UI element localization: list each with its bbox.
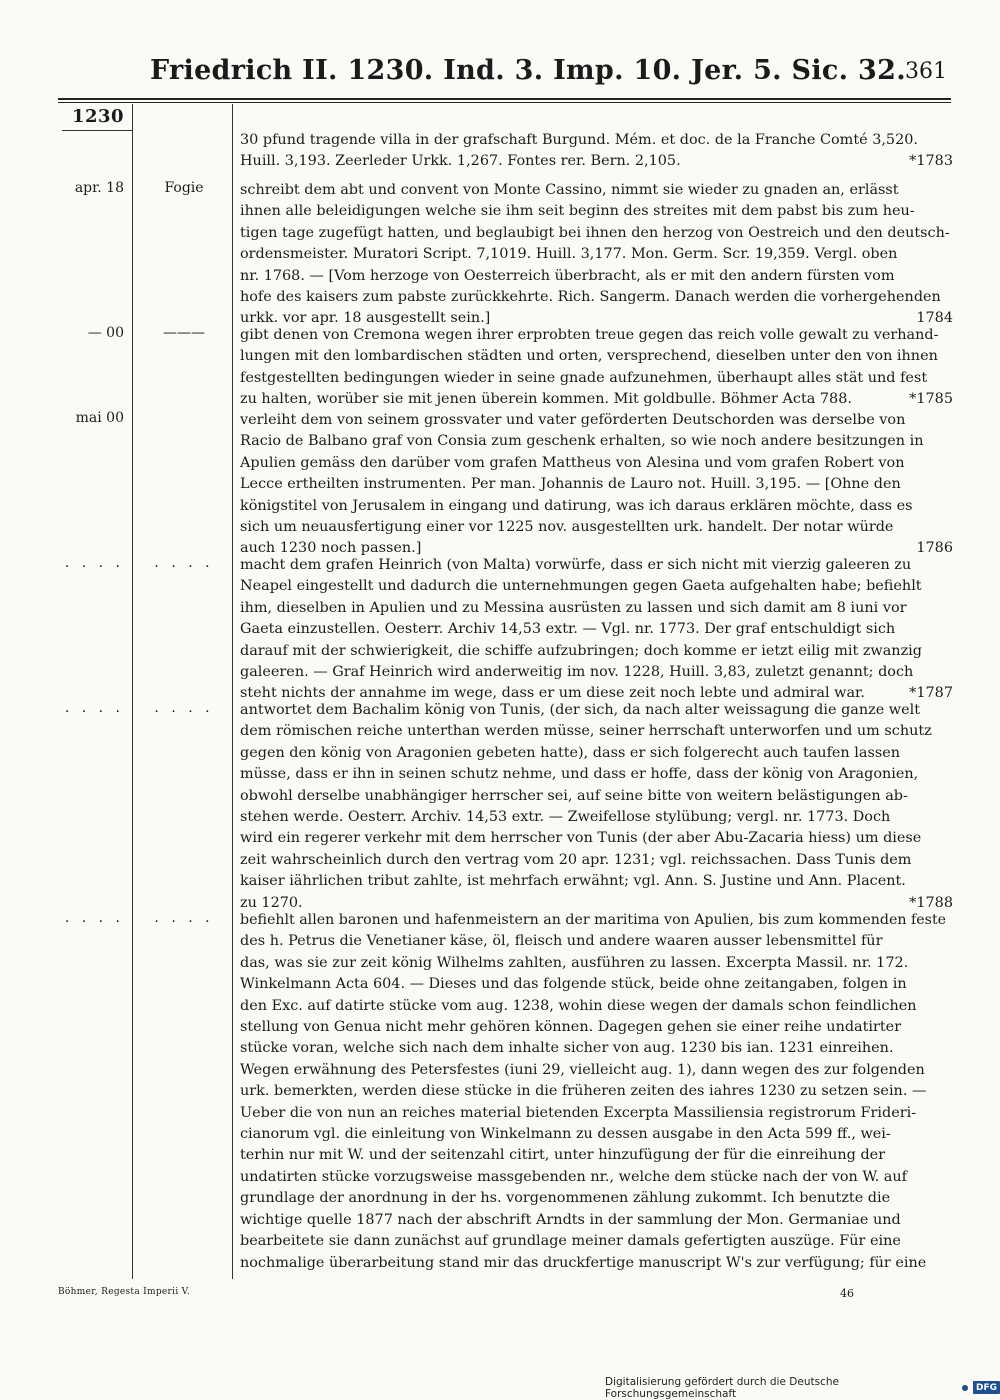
- text-line: terhin nur mit W. und der seitenzahl citirt, unter hinzufügung der für die einreihung der: [240, 1147, 886, 1164]
- digitization-text: Digitalisierung gefördert durch die Deutsche Forschungsgemeinschaft: [605, 1375, 839, 1400]
- regest-number: *1787: [909, 685, 953, 702]
- text-line: wichtige quelle 1877 nach der abschrift Arndts in der sammlung der Mon. Germaniae und: [240, 1211, 901, 1228]
- text-line: gibt denen von Cremona wegen ihrer erprobten treue gegen das reich volle gewalt zu verhand-: [240, 327, 939, 343]
- text-line: Racio de Balbano graf von Consia zum geschenk erhalten, so wie noch andere besitzungen in: [240, 433, 924, 450]
- text-line: des h. Petrus die Venetianer käse, öl, fleisch und andere waaren ausser lebensmittel für: [240, 933, 883, 950]
- text-line: gegen den könig von Aragonien gebeten hatte), dass er sich folgerecht auch taufen lassen: [240, 744, 900, 761]
- text-line: zu halten, worüber sie mit jenen überein kommen. Mit goldbulle. Böhmer Acta 788.: [240, 391, 852, 408]
- text-line: das, was sie zur zeit könig Wilhelms zahlten, ausführen zu lassen. Excerpta Massil. nr. 172.: [240, 954, 909, 971]
- text-line: ordensmeister. Muratori Script. 7,1019. Huill. 3,177. Mon. Germ. Scr. 19,359. Vergl. oben: [240, 246, 898, 263]
- text-line: lungen mit den lombardischen städten und orten, versprechend, dieselben unter den von ihnen: [240, 348, 938, 365]
- entry-text: [240, 910, 953, 1274]
- text-line: königstitel von Jerusalem in eingang und datirung, was ich daraus erklären möchte, dass es: [240, 497, 913, 514]
- entry-text: [240, 130, 953, 173]
- text-line: cianorum vgl. die einleitung von Winkelmann zu dessen ausgabe in den Acta 599 ff., wei-: [240, 1126, 891, 1143]
- text-line: bearbeitete sie dann zunächst auf grundlage meiner damals gefertigten auszüge. Für eine: [240, 1233, 901, 1250]
- text-line: Wegen erwähnung des Petersfestes (iuni 29, vielleicht aug. 1), dann wegen des zur folgenden: [240, 1061, 925, 1078]
- text-line: ihnen alle beleidigungen welche sie ihm seit beginn des streites mit dem pabst bis zum heu-: [240, 203, 915, 220]
- entry-text: [240, 410, 953, 560]
- text-line: kaiser iährlichen tribut zahlte, ist mehrfach erwähnt; vgl. Ann. S. Justine und Ann. Placent.: [240, 873, 906, 890]
- entry-date: . . . .: [64, 555, 124, 571]
- column-divider-place: [232, 104, 233, 1279]
- dfg-logo-icon: DFG: [973, 1381, 1000, 1394]
- header-rule-thin: [58, 102, 951, 103]
- text-line: befiehlt allen baronen und hafenmeistern an der maritima von Apulien, bis zum kommenden feste: [240, 912, 947, 928]
- regest-number: *1788: [909, 894, 953, 911]
- column-divider-date: [132, 104, 133, 1279]
- text-line-last: [240, 151, 953, 172]
- year-label: 1230: [71, 106, 125, 127]
- text-line: stücke voran, welche sich nach dem inhalte sicher von aug. 1230 bis ian. 1231 einreihen.: [240, 1040, 894, 1057]
- text-line: Gaeta einzustellen. Oesterr. Archiv 14,53 extr. — Vgl. nr. 1773. Der graf entschuldigt sich: [240, 621, 896, 638]
- text-line: urkk. vor apr. 18 ausgestellt sein.]: [240, 310, 491, 327]
- entry-text: [240, 325, 953, 411]
- text-line: Apulien gemäss den darüber vom grafen Mattheus von Alesina und vom grafen Robert von: [240, 454, 905, 471]
- text-line: stellung von Genua nicht mehr gehören können. Dagegen gehen sie einer reihe undatirter: [240, 1019, 902, 1036]
- text-line: sich um neuausfertigung einer vor 1225 nov. ausgestellten urk. handelt. Der notar würde: [240, 519, 894, 536]
- regest-number: 1784: [916, 310, 953, 327]
- footer-signature: 46: [840, 1287, 854, 1300]
- text-line: tigen tage zugefügt hatten, und beglaubigt bei ihnen den herzog von Oestreich und den deutsch-: [240, 224, 950, 241]
- text-line: urk. bemerkten, werden diese stücke in die früheren zeiten des iahres 1230 zu setzen sein. —: [240, 1083, 927, 1100]
- text-line: darauf mit der schwierigkeit, die schiffe aufzubringen; doch komme er ietzt eilig mit zwanzig: [240, 642, 922, 659]
- text-line: 30 pfund tragende villa in der grafschaft Burgund. Mém. et doc. de la Franche Comté 3,520.: [240, 132, 918, 148]
- entry-date: — 00: [87, 325, 124, 341]
- entry-place: ———: [163, 325, 205, 341]
- entry-date: . . . .: [64, 700, 124, 716]
- text-line: Neapel eingestellt und dadurch die unternehmungen gegen Gaeta aufgehalten habe; befiehlt: [240, 578, 922, 595]
- entry-date: . . . .: [64, 910, 124, 926]
- entry-place: . . . .: [154, 700, 214, 716]
- header-rule: [58, 98, 951, 100]
- text-line: zu 1270.: [240, 894, 303, 911]
- text-line: Lecce ertheilten instrumenten. Per man. Johannis de Lauro not. Huill. 3,195. — [Ohne den: [240, 476, 901, 493]
- entry-place: . . . .: [154, 910, 214, 926]
- text-line: festgestellten bedingungen wieder in seine gnade aufzunehmen, überhaupt alles stät und fest: [240, 369, 928, 386]
- text-line: müsse, dass er ihn in seinen schutz nehme, und dass er hoffe, dass der könig von Aragonien,: [240, 766, 919, 783]
- text-line: wird ein regerer verkehr mit dem herrscher von Tunis (der aber Abu-Zacaria hiess) um diese: [240, 830, 922, 847]
- page-number: 361: [905, 59, 947, 84]
- text-line: zeit wahrscheinlich durch den vertrag vom 20 apr. 1231; vgl. reichssachen. Dass Tunis dem: [240, 851, 912, 868]
- text-line: antwortet dem Bachalim könig von Tunis, (der sich, da nach alter weissagung die ganze welt: [240, 702, 921, 718]
- regest-number: *1785: [909, 391, 953, 408]
- text-line: steht nichts der annahme im wege, dass er um diese zeit noch lebte und admiral war.: [240, 685, 865, 702]
- digitization-notice: [605, 1375, 1000, 1400]
- text-line: grundlage der anordnung in der hs. vorgenommenen zählung zukommt. Ich benutzte die: [240, 1190, 891, 1207]
- entry-place: Fogie: [164, 180, 204, 196]
- text-line: galeeren. — Graf Heinrich wird anderweitig im nov. 1228, Huill. 3,83, zuletzt genannt; doch: [240, 664, 914, 681]
- entry-text: [240, 555, 953, 705]
- year-rule: [62, 130, 132, 131]
- dfg-dot-icon: [962, 1385, 968, 1391]
- text-line: obwohl derselbe unabhängiger herrscher sei, auf seine bitte von weitern belästigungen ab-: [240, 787, 908, 804]
- text-line: nochmalige überarbeitung stand mir das druckfertige manuscript W's zur verfügung; für eine: [240, 1254, 927, 1271]
- text-line: Winkelmann Acta 604. — Dieses und das folgende stück, beide ohne zeitangaben, folgen in: [240, 976, 907, 993]
- entry-text: [240, 700, 953, 914]
- text-line: auch 1230 noch passen.]: [240, 540, 422, 557]
- running-head: Friedrich II. 1230. Ind. 3. Imp. 10. Jer. 5. Sic. 32.: [150, 55, 906, 86]
- entry-text: [240, 180, 953, 330]
- text-line: schreibt dem abt und convent von Monte Cassino, nimmt sie wieder zu gnaden an, erlässt: [240, 182, 899, 198]
- text-line: nr. 1768. — [Vom herzoge von Oesterreich überbracht, als er mit den andern fürsten vom: [240, 267, 895, 284]
- text-line: Huill. 3,193. Zeerleder Urkk. 1,267. Fontes rer. Bern. 2,105.: [240, 153, 681, 170]
- text-line: dem römischen reiche unterthan werden müsse, seiner herrschaft unterworfen und um schutz: [240, 723, 932, 740]
- footer-source: Böhmer, Regesta Imperii V.: [58, 1287, 191, 1297]
- text-line: den Exc. auf datirte stücke vom aug. 1238, wohin diese wegen der damals schon feindlichen: [240, 997, 917, 1014]
- text-line-last: [240, 389, 953, 410]
- text-line: stehen werde. Oesterr. Archiv. 14,53 extr. — Zweifellose stylübung; vergl. nr. 1773. Doch: [240, 809, 891, 826]
- text-line: verleiht dem von seinem grossvater und vater geförderten Deutschorden was derselbe von: [240, 412, 906, 428]
- entry-date: apr. 18: [74, 180, 124, 196]
- text-line: ihm, dieselben in Apulien und zu Messina ausrüsten zu lassen und sich damit am 8 iuni vor: [240, 599, 907, 616]
- text-line: macht dem grafen Heinrich (von Malta) vorwürfe, dass er sich nicht mit vierzig galeeren zu: [240, 557, 912, 573]
- regest-number: 1786: [916, 540, 953, 557]
- regest-number: *1783: [909, 153, 953, 170]
- entry-date: mai 00: [75, 410, 124, 426]
- text-line: hofe des kaisers zum pabste zurückkehrte. Rich. Sangerm. Danach werden die vorhergehenden: [240, 289, 941, 306]
- text-line: Ueber die von nun an reiches material bietenden Excerpta Massiliensia registrorum Frideri-: [240, 1104, 917, 1121]
- text-line: undatirten stücke vorzugsweise massgebenden nr., welche dem stücke nach der von W. auf: [240, 1168, 907, 1185]
- entry-place: . . . .: [154, 555, 214, 571]
